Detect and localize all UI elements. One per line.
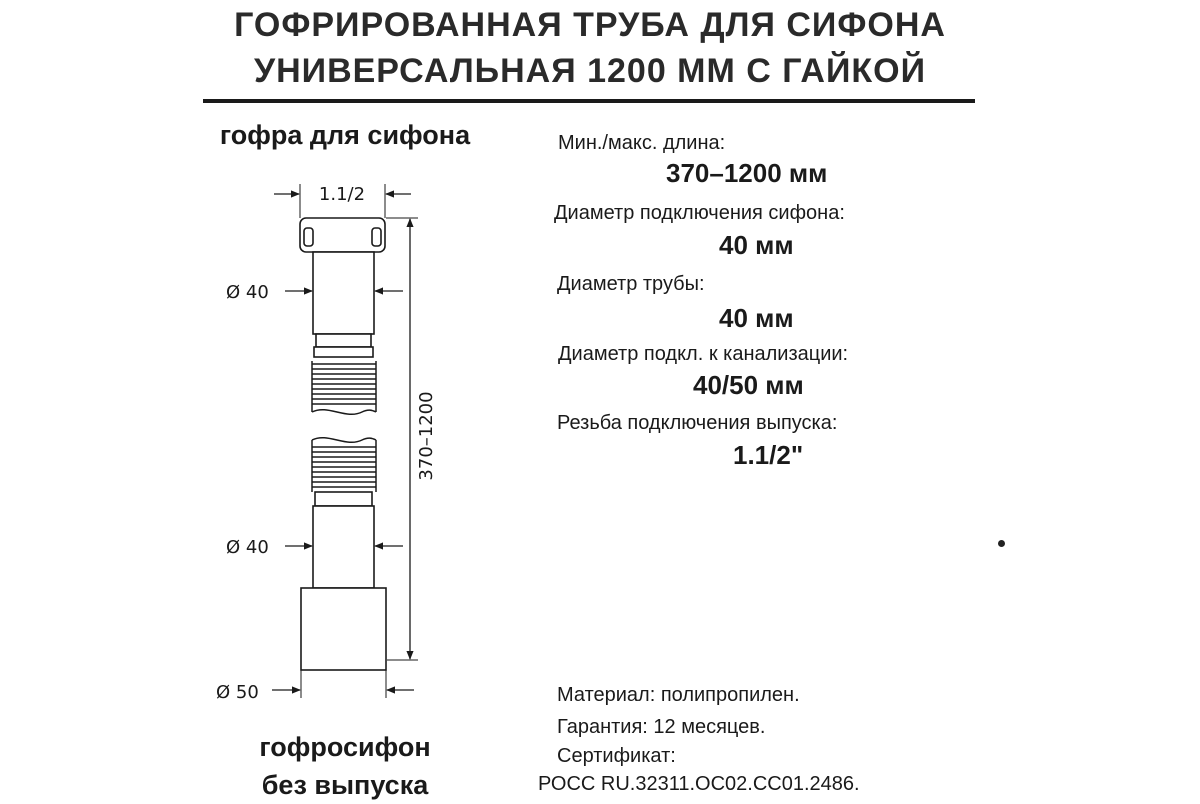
bottom-coupling bbox=[301, 588, 386, 670]
dim-length-label: 370–1200 bbox=[416, 391, 437, 481]
page-title bbox=[0, 2, 1180, 94]
corrugated-section-lower bbox=[312, 438, 376, 492]
dimension-bottom-diameter bbox=[216, 670, 414, 703]
spec-pipe-diameter-value: 40 мм bbox=[719, 303, 794, 333]
product-caption bbox=[225, 728, 465, 804]
dim-upper-diameter-label: Ø 40 bbox=[226, 282, 269, 303]
pipe-technical-drawing bbox=[200, 170, 440, 710]
spec-length-label: Мин./макс. длина: bbox=[558, 132, 726, 154]
dim-lower-diameter-label: Ø 40 bbox=[226, 537, 269, 558]
spec-thread-label: Резьба подключения выпуска: bbox=[557, 412, 838, 434]
pipe-nut bbox=[300, 218, 385, 252]
spec-length-value: 370–1200 мм bbox=[666, 158, 828, 188]
dim-top-label: 1.1/2 bbox=[318, 184, 366, 205]
upper-tube bbox=[313, 252, 374, 357]
caption-line-2: без выпуска bbox=[261, 770, 429, 800]
corrugated-section-upper bbox=[312, 361, 376, 414]
certificate-number: РОСС RU.32311.ОС02.СС01.2486. bbox=[538, 773, 860, 795]
drawing-title: гофра для сифона bbox=[219, 120, 471, 150]
dim-bottom-diameter-label: Ø 50 bbox=[216, 682, 259, 703]
spec-pipe-diameter-label: Диаметр трубы: bbox=[557, 273, 705, 295]
spec-thread-value: 1.1/2" bbox=[733, 440, 804, 470]
title-line-1: ГОФРИРОВАННАЯ ТРУБА ДЛЯ СИФОНА bbox=[234, 6, 946, 44]
title-line-2: УНИВЕРСАЛЬНАЯ 1200 ММ С ГАЙКОЙ bbox=[253, 52, 927, 90]
material-text: Материал: полипропилен. bbox=[557, 684, 800, 706]
certificate-label: Сертификат: bbox=[557, 745, 676, 767]
title-divider bbox=[203, 99, 975, 103]
lower-tube bbox=[313, 492, 374, 588]
decorative-dot bbox=[998, 540, 1005, 547]
warranty-text: Гарантия: 12 месяцев. bbox=[557, 716, 766, 738]
dimension-length bbox=[386, 218, 437, 660]
caption-line-1: гофросифон bbox=[259, 732, 431, 762]
spec-sewer-diameter-label: Диаметр подкл. к канализации: bbox=[558, 343, 849, 365]
spec-siphon-diameter-value: 40 мм bbox=[719, 230, 794, 260]
dimension-top-thread bbox=[274, 184, 411, 218]
spec-siphon-diameter-label: Диаметр подключения сифона: bbox=[554, 202, 845, 224]
spec-sewer-diameter-value: 40/50 мм bbox=[693, 370, 804, 400]
